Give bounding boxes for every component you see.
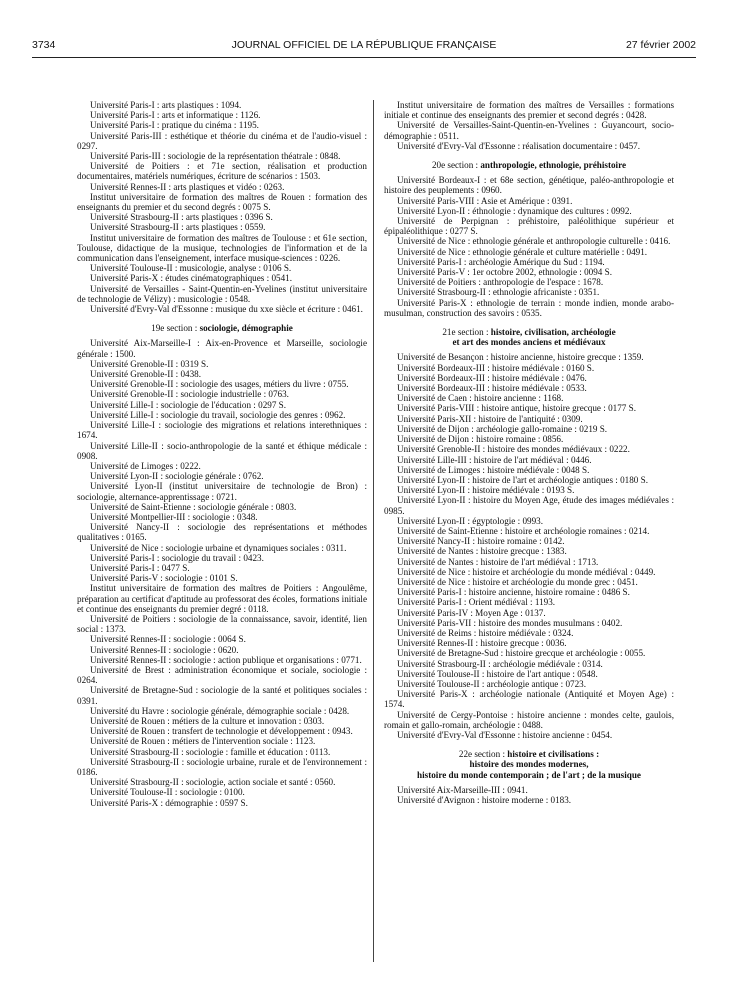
list-item: Université Lille-I : sociologie des migrations et relations interethniques : 1674. [77,420,367,441]
list-item: Université de Saint-Etienne : histoire et archéologie romaines : 0214. [397,525,650,536]
list-item: Université Nancy-II : sociologie des représentations et méthodes qualitatives : 0165. [77,522,367,543]
list-item: Université Paris-I : Orient médiéval : 1193. [397,597,556,608]
list-item: Université Paris-I : sociologie du travail : 0423. [90,552,264,563]
list-item: Université de Saint-Etienne : sociologie générale : 0803. [90,501,297,512]
list-item: Université Rennes-II : sociologie : 0620. [90,644,239,655]
list-item: Université de Poitiers : anthropologie de l'espace : 1678. [397,277,604,288]
list-item: Université de Poitiers : et 71e section, réalisation et production documentaires, matériels numériques, écriture de scénarios : 1503. [77,161,367,182]
list-item: Université du Havre : sociologie générale, démographie sociale : 0428. [90,705,350,716]
list-item: Université Paris-VIII : histoire antique, histoire grecque : 0177 S. [397,403,636,414]
list-item: Université Rennes-II : histoire grecque : 0036. [397,638,567,649]
list-item: Université Grenoble-II : sociologie des usages, métiers du livre : 0755. [90,379,349,390]
section-22-heading [384,749,674,780]
entry-list-section-21 [384,352,674,740]
list-item: Université de Nice : ethnologie générale et culture matérielle : 0491. [397,246,648,257]
list-item: Université Paris-I : arts et informatique : 1126. [90,110,261,121]
right-column [384,100,674,805]
list-item: Université d'Evry-Val d'Essonne : histoire ancienne : 0454. [397,729,613,740]
entry-list-section-20 [384,175,674,318]
list-item: Université Bordeaux-III : histoire médiévale : 0476. [397,372,587,383]
list-item: Université de Nice : ethnologie générale et anthropologie culturelle : 0416. [397,236,671,247]
list-item: Université Lyon-II : histoire du Moyen Age, étude des images médiévales : 0985. [384,495,674,516]
list-item: Université Lille-II : socio-anthropologie de la santé et éthique médicale : 0908. [77,440,367,461]
list-item: Université d'Avignon : histoire moderne : 0183. [397,795,572,805]
list-item: Université Paris-III : sociologie de la représentation théatrale : 0848. [90,151,341,162]
list-item: Université Paris-XII : histoire de l'antiquité : 0309. [397,413,583,424]
list-item: Université de Nice : histoire et archéologie du monde médiéval : 0449. [397,566,656,577]
section-20-title: anthropologie, ethnologie, préhistoire [480,160,627,171]
list-item: Université Toulouse-II : musicologie, analyse : 0106 S. [90,263,292,274]
list-item: Université Bordeaux-III : histoire médiévale : 0533. [397,383,587,394]
list-item: Université de Versailles-Saint-Quentin-en-Yvelines : Guyancourt, socio-démographie : 0511. [384,120,674,141]
list-item: Université de Bretagne-Sud : sociologie de la santé et politiques sociales : 0391. [77,685,367,706]
list-item: Université Toulouse-II : archéologie antique : 0723. [397,678,586,689]
list-item: Université Paris-V : sociologie : 0101 S. [90,573,238,584]
section-21-title-line2: et art des mondes anciens et médiévaux [452,337,606,348]
list-item: Université Lyon-II : histoire médiévale : 0193 S. [397,485,575,496]
section-21-title: histoire, civilisation, archéologie [490,327,616,338]
section-22-number: 22e section : [458,749,508,760]
list-item: Université Paris-X : archéologie nationale (Antiquité et Moyen Age) : 1574. [384,689,674,710]
list-item: Université Rennes-II : arts plastiques et vidéo : 0263. [90,181,285,192]
list-item: Université Rennes-II : sociologie : action publique et organisations : 0771. [90,654,362,665]
list-item: Université Paris-IV : Moyen Age : 0137. [397,607,546,618]
section-22-title: histoire et civilisations : [507,749,600,760]
list-item: Université Paris-I : histoire ancienne, histoire romaine : 0486 S. [397,587,630,598]
list-item: Université Paris-X : études cinématographiques : 0541. [90,273,292,284]
list-item: Université Montpellier-III : sociologie : 0348. [90,511,258,522]
section-20-number: 20e section : [431,160,481,171]
list-item: Université Lyon-II : égyptologie : 0993. [397,515,543,526]
list-item: Université de Limoges : histoire médiévale : 0048 S. [397,464,590,475]
list-item: Université de Nantes : histoire de l'art médiéval : 1713. [397,556,599,567]
section-19-heading [77,323,367,333]
list-item: Université de Limoges : 0222. [90,460,201,471]
header-rule [32,57,696,58]
list-item: Université de Besançon : histoire ancienne, histoire grecque : 1359. [397,352,644,363]
section-19-title: sociologie, démographie [199,323,293,334]
list-item: Université Paris-X : ethnologie de terrain : monde indien, monde arabo-musulman, construction des savoirs : 0535. [384,297,674,318]
list-item: Université Grenoble-II : 0438. [90,369,201,380]
list-item: Université de Rouen : métiers de l'intervention sociale : 1123. [90,736,316,747]
list-item: Université Bordeaux-III : histoire médiévale : 0160 S. [397,362,595,373]
list-item: Université Paris-I : pratique du cinéma : 1195. [90,120,259,131]
list-item: Université Paris-X : démographie : 0597 S. [90,797,248,808]
list-item: Université de Dijon : archéologie gallo-romaine : 0219 S. [397,423,608,434]
list-item: Université de Caen : histoire ancienne : 1168. [397,393,564,404]
list-item: Université Nancy-II : histoire romaine : 0142. [397,536,565,547]
list-item: Université Lille-I : sociologie de l'éducation : 0297 S. [90,399,287,410]
list-item: Université Lyon-II : sociologie générale : 0762. [90,471,264,482]
list-item: Université de Dijon : histoire romaine : 0856. [397,434,564,445]
section-22-title-line3: histoire du monde contemporain ; de l'art ; de la musique [417,769,641,780]
list-item: Institut universitaire de formation des maîtres de Rouen : formation des enseignants du premier et du second degrés : 0075 S. [77,191,367,213]
list-item: Université Bordeaux-I : et 68e section, génétique, paléo-anthropologie et histoire des peuplements : 0960. [384,175,674,196]
list-item: Université Paris-VIII : Asie et Amérique : 0391. [397,195,573,206]
list-item: Université de Reims : histoire médiévale : 0324. [397,627,574,638]
list-item: Université Strasbourg-II : arts plastiques : 0396 S. [90,212,273,223]
list-item: Université Aix-Marseille-I : Aix-en-Provence et Marseille, sociologie générale : 1500. [77,338,367,359]
list-item: Université de Rouen : transfert de technologie et développement : 0943. [90,726,353,737]
section-19-number: 19e section : [151,323,200,334]
list-item: Institut universitaire de formation des maîtres de Poitiers : Angoulême, préparation au certificat d'aptitude au professorat des écoles, formations initiale et continue des enseignants du premier degré : 0118. [77,583,367,614]
page-header [32,39,696,55]
list-item: Université Paris-I : archéologie Amérique du Sud : 1194. [397,256,605,267]
list-item: Université de Perpignan : préhistoire, paléolithique supérieur et épipaléolithique : 0277 S. [384,216,674,237]
publication-date: 27 février 2002 [625,39,696,51]
list-item: Université de Nice : sociologie urbaine et dynamiques sociales : 0311. [90,542,347,553]
list-item: Université d'Evry-Val d'Essonne : réalisation documentaire : 0457. [397,140,641,151]
list-item: Université Strasbourg-II : ethnologie africaniste : 0351. [397,287,600,298]
list-item: Université Lille-III : histoire de l'art médiéval : 0446. [397,454,592,465]
list-item: Université Paris-I : 0477 S. [90,562,190,573]
entry-list-continued [384,100,674,151]
page-number: 3734 [32,39,56,51]
list-item: Université Lyon-II : histoire de l'art et archéologie antiques : 0180 S. [397,474,648,485]
entry-list-arts [77,100,367,314]
column-separator [373,100,374,962]
section-21-number: 21e section : [442,327,491,338]
list-item: Université Paris-III : esthétique et théorie du cinéma et de l'audio-visuel : 0297. [77,130,367,151]
list-item: Université Paris-V : 1er octobre 2002, ethnologie : 0094 S. [397,267,612,278]
list-item: Université de Bretagne-Sud : histoire grecque et archéologie : 0055. [397,648,646,659]
section-22-title-line2: histoire des mondes modernes, [469,759,589,770]
list-item: Institut universitaire de formation des maîtres de Toulouse : et 61e section, Toulouse, didactique de la musique, technologies de l'information et de la communication dans l'enseignement, interface musique-sciences : 0226. [77,232,367,264]
list-item: Université Grenoble-II : 0319 S. [90,358,209,369]
list-item: Université Grenoble-II : histoire des mondes médiévaux : 0222. [397,444,630,455]
entry-list-section-22 [384,785,674,805]
list-item: Université de Brest : administration économique et sociale, sociologie : 0264. [77,664,367,686]
list-item: Université Grenoble-II : sociologie industrielle : 0763. [90,389,289,400]
list-item: Université Strasbourg-II : sociologie, action sociale et santé : 0560. [90,777,336,788]
list-item: Université de Cergy-Pontoise : histoire ancienne : mondes celte, gaulois, romain et gallo-romain, archéologie : 0488. [384,709,674,730]
list-item: Université Lyon-II : éthnologie : dynamique des cultures : 0992. [397,205,632,216]
list-item: Université Strasbourg-II : arts plastiques : 0559. [90,222,266,233]
list-item: Université Strasbourg-II : sociologie urbaine, rurale et de l'environnement : 0186. [77,756,367,777]
section-21-heading [384,327,674,347]
left-column [77,100,367,808]
list-item: Université Strasbourg-II : sociologie : famille et éducation : 0113. [90,746,331,757]
list-item: Université de Versailles - Saint-Quentin-en-Yvelines (institut universitaire de technologie de Vélizy) : musicologie : 0548. [77,283,367,304]
list-item: Université Paris-I : arts plastiques : 1094. [90,100,242,110]
entry-list-section-19 [77,338,367,807]
list-item: Université Toulouse-II : sociologie : 0100. [90,787,245,798]
list-item: Université Paris-VII : histoire des mondes musulmans : 0402. [397,617,623,628]
list-item: Université Aix-Marseille-III : 0941. [397,784,528,795]
list-item: Université Strasbourg-II : archéologie médiévale : 0314. [397,658,603,669]
list-item: Université Lyon-II (institut universitaire de technologie de Bron) : sociologie, alternance-apprentissage : 0721. [77,481,367,502]
section-20-heading [384,160,674,170]
list-item: Université Rennes-II : sociologie : 0064 S. [90,634,246,645]
list-item: Université Toulouse-II : histoire de l'art antique : 0548. [397,668,598,679]
list-item: Université de Poitiers : sociologie de la connaissance, savoir, identité, lien social : 1373. [77,613,367,635]
list-item: Université de Rouen : métiers de la culture et innovation : 0303. [90,715,325,726]
list-item: Université d'Evry-Val d'Essonne : musique du xxe siècle et écriture : 0461. [90,304,363,315]
list-item: Université de Nice : histoire et archéologie du monde grec : 0451. [397,576,638,587]
list-item: Institut universitaire de formation des maîtres de Versailles : formations initiale et continue des enseignants des premier et second degrés : 0428. [384,100,674,121]
journal-title: JOURNAL OFFICIEL DE LA RÉPUBLIQUE FRANÇAISE [231,39,497,51]
list-item: Université Lille-I : sociologie du travail, sociologie des genres : 0962. [90,409,346,420]
list-item: Université de Nantes : histoire grecque : 1383. [397,546,567,557]
